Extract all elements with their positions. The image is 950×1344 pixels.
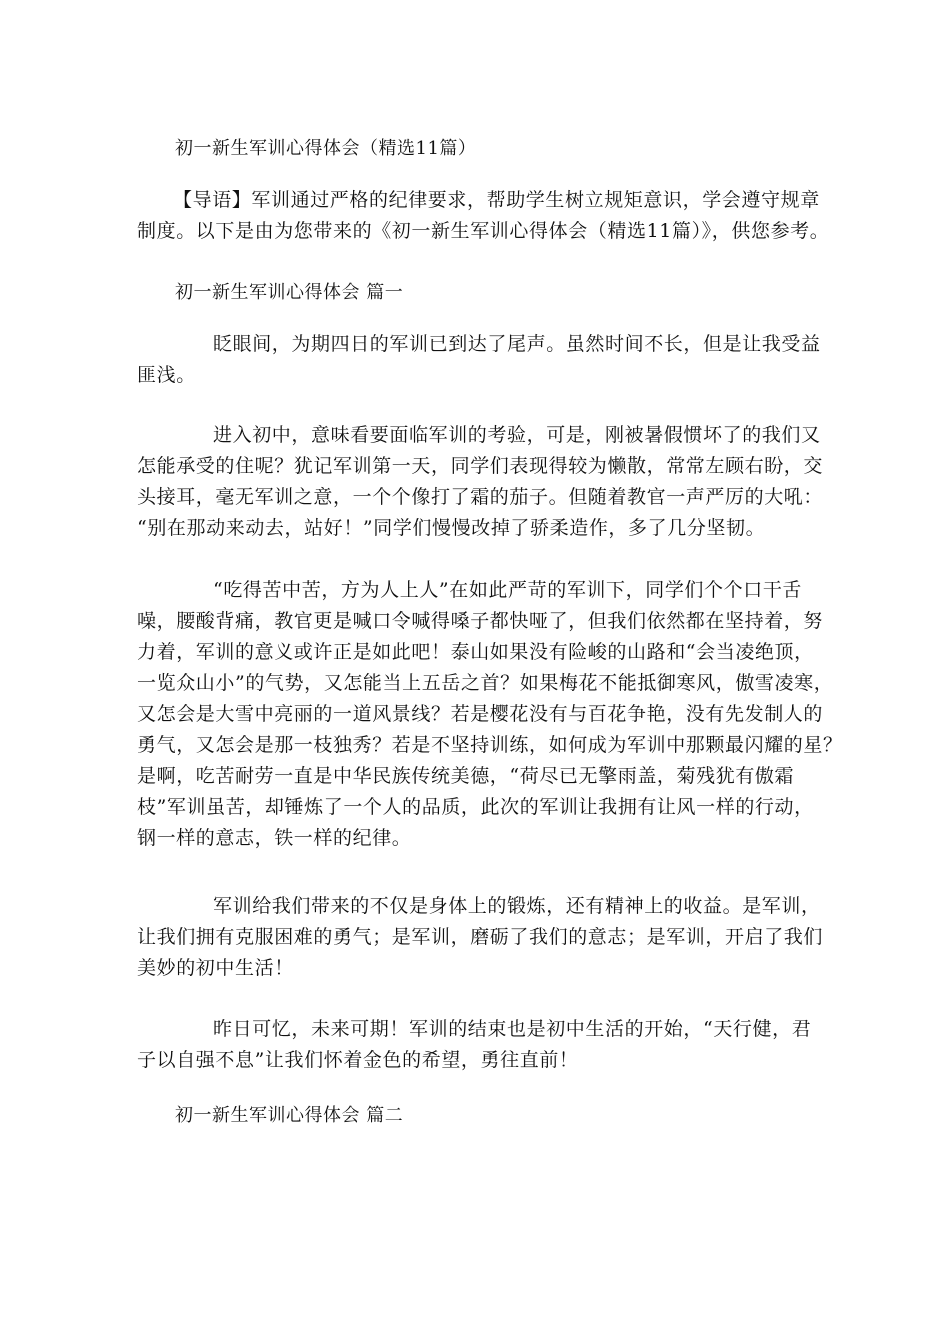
paragraph-line: 怎能承受的住呢？犹记军训第一天，同学们表现得较为懒散，常常左顾右盼，交 — [137, 455, 824, 477]
paragraph-line: “别在那动来动去，站好！”同学们慢慢改掉了骄柔造作，多了几分坚韧。 — [137, 517, 766, 539]
body-paragraph-5 — [137, 1014, 819, 1076]
section-heading-1: 初一新生军训心得体会 篇一 — [175, 282, 404, 303]
paragraph-line: 一览众山小”的气势，又怎能当上五岳之首？如果梅花不能抵御寒风，傲雪凌寒， — [137, 672, 834, 694]
paragraph-line: 美妙的初中生活！ — [137, 957, 294, 979]
paragraph-line: 是啊，吃苦耐劳一直是中华民族传统美德，“荷尽已无擎雨盖，菊残犹有傲霜 — [137, 765, 795, 787]
paragraph-line: 让我们拥有克服困难的勇气；是军训，磨砺了我们的意志；是军训，开启了我们 — [137, 926, 824, 948]
paragraph-line: 头接耳，毫无军训之意，一个个像打了霜的茄子。但随着教官一声严厉的大吼： — [137, 486, 824, 508]
body-paragraph-1 — [137, 329, 819, 391]
paragraph-line: 力着，军训的意义或许正是如此吧！泰山如果没有险峻的山路和“会当凌绝顶， — [137, 641, 814, 663]
paragraph-line: “吃得苦中苦，方为人上人”在如此严苛的军训下，同学们个个口干舌 — [213, 579, 803, 601]
paragraph-line: 子以自强不息”让我们怀着金色的希望，勇往直前！ — [137, 1049, 579, 1071]
body-paragraph-3 — [137, 575, 843, 854]
paragraph-line: 又怎会是大雪中亮丽的一道风景线？若是樱花没有与百花争艳，没有先发制人的 — [137, 703, 824, 725]
body-paragraph-4 — [137, 891, 824, 984]
paragraph-line: 匪浅。 — [137, 364, 196, 386]
intro-paragraph — [137, 185, 830, 247]
paragraph-line: 勇气，又怎会是那一枝独秀？若是不坚持训练，如何成为军训中那颗最闪耀的星？ — [137, 734, 843, 756]
intro-line: 【导语】军训通过严格的纪律要求，帮助学生树立规矩意识，学会遵守规章 — [173, 189, 820, 211]
paragraph-line: 进入初中，意味看要面临军训的考验，可是，刚被暑假惯坏了的我们又 — [213, 424, 821, 446]
paragraph-line: 噪，腰酸背痛，教官更是喊口令喊得嗓子都快哑了，但我们依然都在坚持着，努 — [137, 610, 824, 632]
paragraph-line: 昨日可忆，未来可期！军训的结束也是初中生活的开始，“天行健，君 — [213, 1018, 812, 1040]
body-paragraph-2 — [137, 420, 824, 544]
document-title: 初一新生军训心得体会（精选11篇） — [175, 138, 477, 159]
paragraph-line: 钢一样的意志，铁一样的纪律。 — [137, 827, 412, 849]
paragraph-line: 军训给我们带来的不仅是身体上的锻炼，还有精神上的收益。是军训， — [213, 895, 821, 917]
section-heading-2: 初一新生军训心得体会 篇二 — [175, 1105, 404, 1126]
paragraph-line: 眨眼间，为期四日的军训已到达了尾声。虽然时间不长，但是让我受益 — [213, 333, 821, 355]
intro-line: 制度。以下是由为您带来的《初一新生军训心得体会（精选11篇）》，供您参考。 — [137, 220, 830, 242]
paragraph-line: 枝”军训虽苦，却锤炼了一个人的品质，此次的军训让我拥有让风一样的行动， — [137, 796, 814, 818]
